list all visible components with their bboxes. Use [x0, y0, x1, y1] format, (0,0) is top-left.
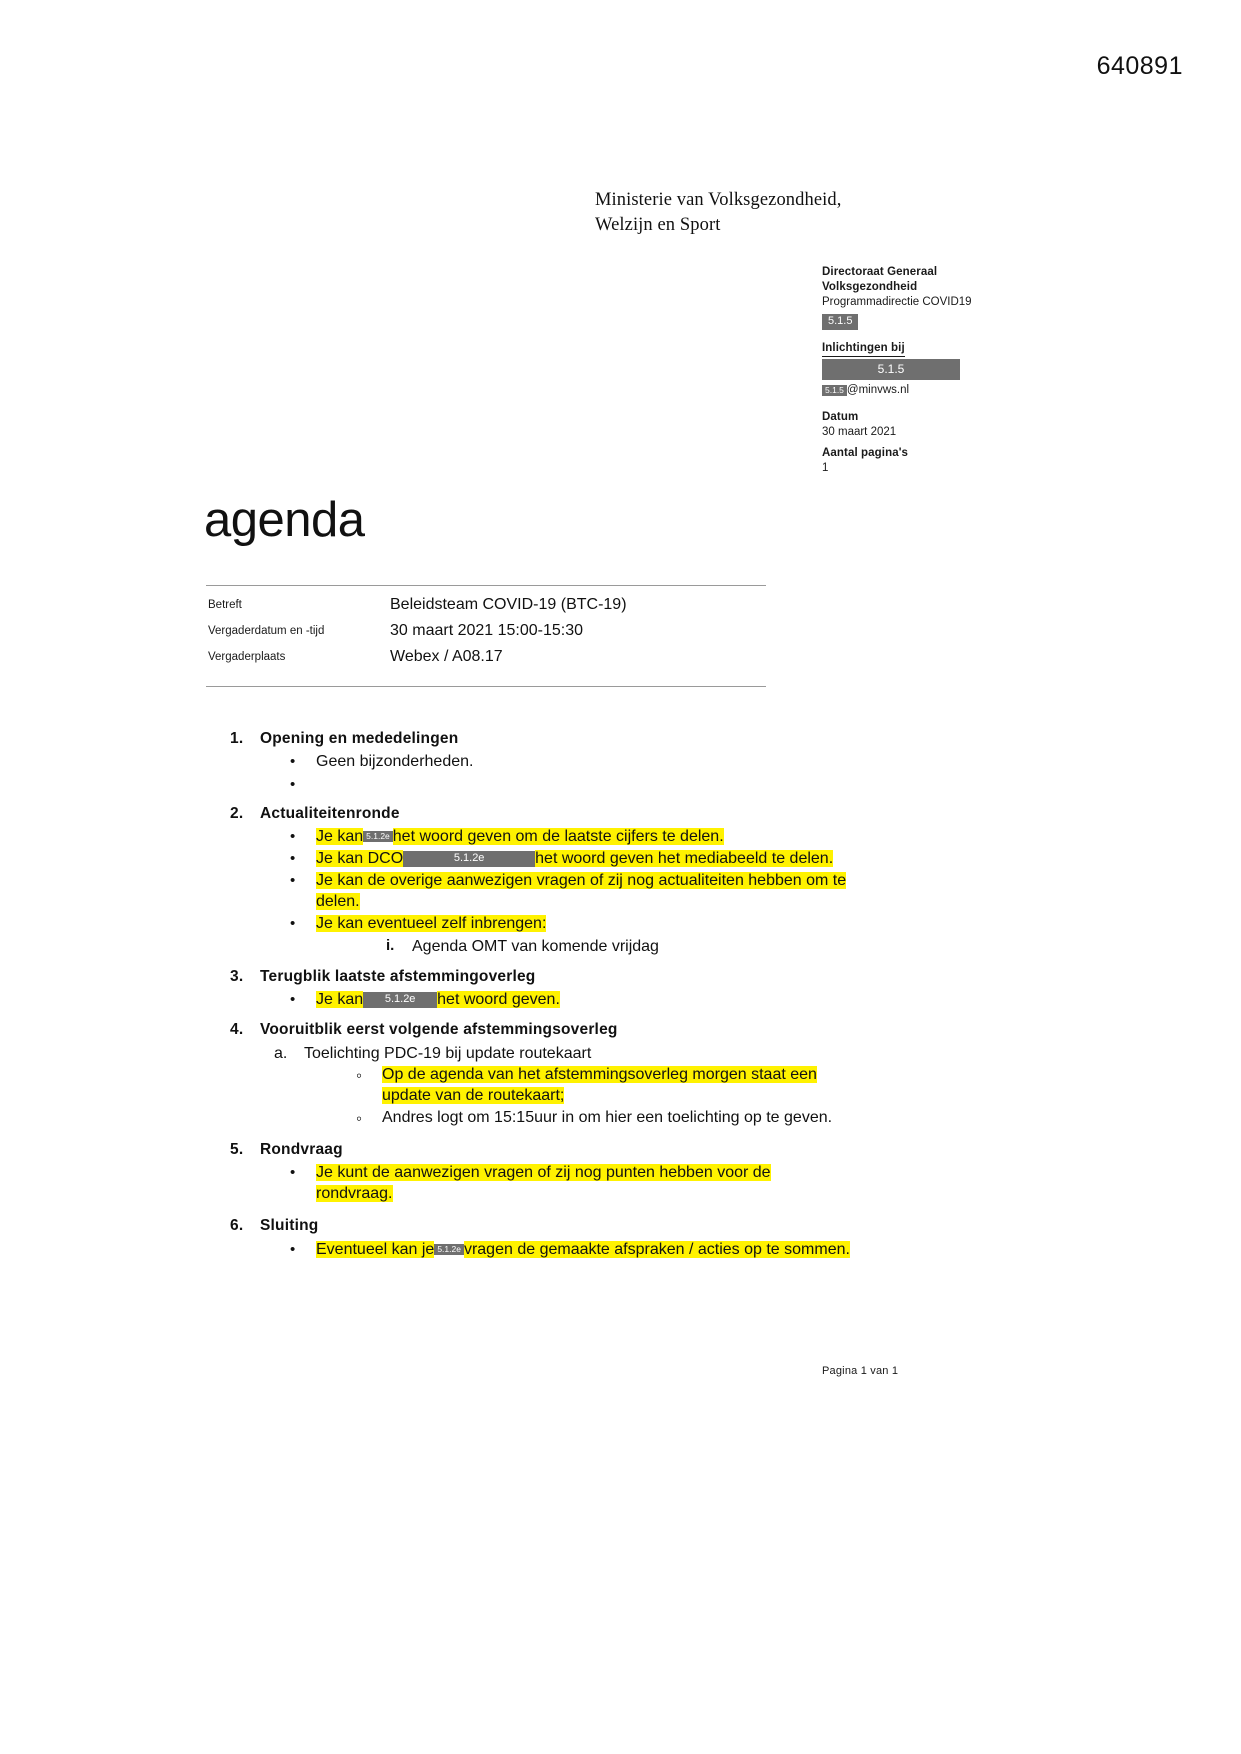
alpha-marker: a. [274, 1044, 288, 1062]
meta-column [822, 265, 1092, 476]
agenda-item-number: 2. [230, 804, 244, 822]
highlight-post: het woord geven het mediabeeld te delen. [535, 850, 834, 868]
divider-top [206, 585, 766, 586]
agenda-item [230, 1020, 850, 1131]
ministry-line-2: Welzijn en Sport [595, 214, 721, 235]
agenda-item-heading [230, 804, 850, 824]
agenda-item-heading [230, 1020, 850, 1040]
bullet-icon [290, 1239, 316, 1260]
agenda-item [230, 1216, 850, 1260]
list-item [290, 913, 850, 934]
agenda-item-number: 5. [230, 1140, 244, 1158]
page-title: agenda [204, 493, 365, 547]
programme-directorate: Programmadirectie COVID19 [822, 296, 972, 309]
subject-row [208, 622, 768, 640]
list-item [290, 989, 850, 1010]
document-number: 640891 [1096, 52, 1183, 80]
agenda-item-title: Actualiteitenronde [260, 804, 400, 822]
bullet-text: Geen bijzonderheden. [316, 753, 474, 771]
ministry-line-1: Ministerie van Volksgezondheid, [595, 190, 842, 210]
agenda-item-title: Vooruitblik eerst volgende afstemmingsoverleg [260, 1021, 618, 1039]
redaction-inline: 5.1.2e [403, 851, 535, 867]
agenda-item-heading [230, 1140, 850, 1160]
subject-label: Betreft [208, 599, 242, 611]
bullet-text [316, 826, 850, 847]
subject-value: 30 maart 2021 15:00-15:30 [390, 622, 584, 639]
agenda-list [230, 720, 850, 1262]
subject-value: Webex / A08.17 [390, 648, 503, 665]
highlight-post: het woord geven. [437, 991, 560, 1009]
bullet-text [316, 848, 850, 869]
roman-text: Agenda OMT van komende vrijdag [412, 937, 659, 955]
highlight-text: Je kan de overige aanwezigen vragen of zij nog actualiteiten hebben om te delen. [316, 872, 847, 911]
agenda-item [230, 967, 850, 1011]
agenda-item-title: Opening en mededelingen [260, 730, 459, 747]
agenda-item-title: Sluiting [260, 1217, 319, 1235]
circle-bullet-icon [356, 1107, 382, 1131]
agenda-item-heading [230, 729, 850, 749]
bullet-text [316, 989, 850, 1010]
bullet-text [316, 1162, 850, 1204]
highlight-pre: Eventueel kan je [316, 1240, 435, 1258]
bullet-icon [290, 913, 316, 934]
sub-list [356, 1064, 850, 1131]
page-footer: Pagina 1 van 1 [822, 1365, 899, 1377]
list-item [290, 870, 850, 912]
list-item [290, 1239, 850, 1260]
bullet-icon [290, 826, 316, 847]
list-item [290, 774, 850, 795]
redaction-email: 5.1.5 [822, 385, 847, 396]
sub-list [386, 936, 850, 957]
redaction-inline: 5.1.2e [363, 992, 437, 1008]
agenda-item [230, 729, 850, 795]
agenda-item-heading [230, 967, 850, 987]
agenda-item [230, 804, 850, 957]
highlight-text: Je kan eventueel zelf inbrengen: [316, 915, 547, 933]
bullet-text: Andres logt om 15:15uur in om hier een toelichting op te geven. [382, 1109, 833, 1127]
redaction-inline: 5.1.2e [434, 1244, 464, 1255]
subject-table [208, 596, 768, 674]
circle-bullet-icon [356, 1064, 382, 1106]
list-item [290, 1162, 850, 1204]
subject-row [208, 648, 768, 666]
date-label: Datum [822, 410, 859, 423]
bullet-icon [290, 870, 316, 912]
highlight-pre: Je kan [316, 828, 364, 846]
dg-line-1: Directoraat Generaal [822, 266, 938, 278]
subject-row [208, 596, 768, 614]
redaction-info: 5.1.5 [822, 359, 960, 380]
alpha-text: Toelichting PDC-19 bij update routekaart [304, 1044, 592, 1062]
bullet-icon [290, 774, 316, 795]
redaction-inline: 5.1.2e [363, 831, 393, 842]
subject-value: Beleidsteam COVID-19 (BTC-19) [390, 596, 627, 613]
bullet-text [316, 774, 850, 795]
pages-label: Aantal pagina's [822, 446, 909, 459]
agenda-item-heading [230, 1216, 850, 1236]
bullet-text [316, 870, 850, 912]
highlight-post: het woord geven om de laatste cijfers te delen. [392, 828, 724, 846]
bullet-text [382, 1064, 850, 1106]
bullet-icon [290, 989, 316, 1010]
pages-value: 1 [822, 462, 829, 475]
subject-label: Vergaderplaats [208, 651, 286, 663]
agenda-item [230, 1140, 850, 1205]
subject-label: Vergaderdatum en -tijd [208, 625, 325, 637]
bullet-icon [290, 848, 316, 869]
dg-line-2: Volksgezondheid [822, 281, 918, 294]
redaction-programme: 5.1.5 [822, 314, 858, 330]
list-item [290, 751, 850, 772]
email-suffix: @minvws.nl [846, 384, 910, 397]
ministry-heading [595, 188, 841, 237]
highlight-post: vragen de gemaakte afspraken / acties op te sommen. [463, 1240, 850, 1258]
info-label: Inlichtingen bij [822, 341, 905, 357]
bullet-text [316, 1239, 850, 1260]
agenda-item-number: 6. [230, 1217, 244, 1235]
list-item [290, 826, 850, 847]
bullet-icon [290, 1162, 316, 1204]
date-value: 30 maart 2021 [822, 425, 897, 438]
divider-bottom [206, 686, 766, 687]
agenda-item-title: Rondvraag [260, 1140, 343, 1158]
agenda-item-number: 4. [230, 1021, 244, 1039]
list-item [356, 1064, 850, 1106]
highlight-pre: Je kan DCO [316, 850, 404, 868]
agenda-item-number: 3. [230, 967, 244, 985]
agenda-item-title: Terugblik laatste afstemmingoverleg [260, 967, 536, 985]
roman-marker: i. [386, 936, 395, 954]
bullet-icon [290, 751, 316, 772]
list-item [386, 936, 850, 957]
list-item [290, 848, 850, 869]
highlight-text: Je kunt de aanwezigen vragen of zij nog punten hebben voor de rondvraag. [316, 1164, 771, 1203]
list-item [274, 1043, 850, 1064]
highlight-pre: Je kan [316, 991, 364, 1009]
list-item [356, 1107, 850, 1131]
bullet-text [316, 913, 850, 934]
highlight-text: Op de agenda van het afstemmingsoverleg morgen staat een update van de routekaart; [382, 1065, 817, 1104]
agenda-item-number: 1. [230, 730, 244, 747]
